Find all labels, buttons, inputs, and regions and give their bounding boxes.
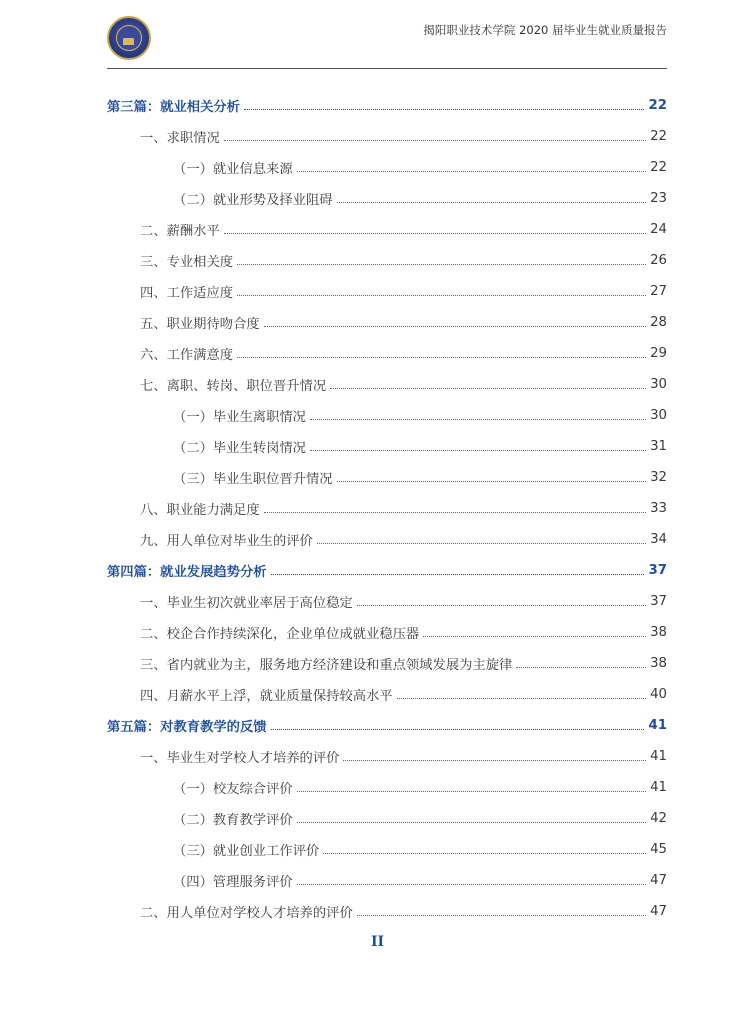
toc-entry-title: （三）就业创业工作评价 <box>173 844 320 859</box>
dot-leader <box>337 480 647 482</box>
toc-entry-title: 九、用人单位对毕业生的评价 <box>140 534 313 549</box>
toc-section-entry[interactable] <box>107 307 667 338</box>
toc-entry-title: 二、薪酬水平 <box>140 224 220 239</box>
toc-subsection-entry[interactable] <box>107 462 667 493</box>
toc-page-number: 28 <box>650 315 667 330</box>
toc-entry-title: 四、月薪水平上浮，就业质量保持较高水平 <box>140 689 393 704</box>
dot-leader <box>297 790 646 792</box>
toc-entry-title: 第五篇：对教育教学的反馈 <box>107 720 267 735</box>
toc-subsection-entry[interactable] <box>107 803 667 834</box>
toc-entry-title: 一、求职情况 <box>140 131 220 146</box>
toc-page-number: 37 <box>648 563 667 578</box>
toc-page-number: 34 <box>650 532 667 547</box>
school-emblem-icon <box>107 16 151 60</box>
dot-leader <box>310 418 646 420</box>
toc-section-entry[interactable] <box>107 369 667 400</box>
toc-section-entry[interactable] <box>107 524 667 555</box>
toc-entry-title: （四）管理服务评价 <box>173 875 293 890</box>
dot-leader <box>271 573 645 575</box>
dot-leader <box>224 139 646 141</box>
toc-page-number: 38 <box>650 625 667 640</box>
toc-section-entry[interactable] <box>107 586 667 617</box>
toc-section-entry[interactable] <box>107 276 667 307</box>
toc-page-number: 41 <box>650 749 667 764</box>
toc-entry-title: 第四篇：就业发展趋势分析 <box>107 565 267 580</box>
toc-entry-title: 二、校企合作持续深化，企业单位成就业稳压器 <box>140 627 420 642</box>
dot-leader <box>317 542 646 544</box>
toc-entry-title: （三）毕业生职位晋升情况 <box>173 472 333 487</box>
toc-page-number: 41 <box>650 780 667 795</box>
toc-subsection-entry[interactable] <box>107 772 667 803</box>
toc-entry-title: 一、毕业生对学校人才培养的评价 <box>140 751 340 766</box>
toc-section-entry[interactable] <box>107 648 667 679</box>
toc-page-number: 42 <box>650 811 667 826</box>
toc-section-entry[interactable] <box>107 896 667 927</box>
dot-leader <box>357 604 646 606</box>
toc-page-number: 47 <box>650 873 667 888</box>
toc-page-number: 22 <box>650 160 667 175</box>
toc-page-number: 47 <box>650 904 667 919</box>
dot-leader <box>423 635 646 637</box>
toc-page-number: 38 <box>650 656 667 671</box>
toc-entry-title: （二）教育教学评价 <box>173 813 293 828</box>
toc-entry-title: 六、工作满意度 <box>140 348 234 363</box>
toc-entry-title: 第三篇：就业相关分析 <box>107 100 240 115</box>
toc-page-number: 27 <box>650 284 667 299</box>
toc-page-number: 22 <box>650 129 667 144</box>
toc-page-number: 31 <box>650 439 667 454</box>
dot-leader <box>297 821 646 823</box>
toc-page-number: 22 <box>648 98 667 113</box>
dot-leader <box>297 170 646 172</box>
toc-page-number: 23 <box>650 191 667 206</box>
toc-subsection-entry[interactable] <box>107 834 667 865</box>
dot-leader <box>337 201 647 203</box>
dot-leader <box>323 852 646 854</box>
report-title: 揭阳职业技术学院 2020 届毕业生就业质量报告 <box>423 23 667 37</box>
toc-entry-title: （一）就业信息来源 <box>173 162 293 177</box>
toc-section-entry[interactable] <box>107 493 667 524</box>
toc-page-number: 41 <box>648 718 667 733</box>
toc-section-entry[interactable] <box>107 121 667 152</box>
toc-section-entry[interactable] <box>107 617 667 648</box>
emblem-inner-ring <box>116 25 142 51</box>
dot-leader <box>237 356 646 358</box>
toc-page-number: 29 <box>650 346 667 361</box>
dot-leader <box>357 914 646 916</box>
toc-page-number: 30 <box>650 408 667 423</box>
toc-page-number: 30 <box>650 377 667 392</box>
toc-page-number: 37 <box>650 594 667 609</box>
toc-entry-title: 一、毕业生初次就业率居于高位稳定 <box>140 596 353 611</box>
table-of-contents <box>107 90 667 927</box>
dot-leader <box>397 697 646 699</box>
toc-entry-title: 八、职业能力满足度 <box>140 503 260 518</box>
toc-entry-title: 四、工作适应度 <box>140 286 234 301</box>
toc-entry-title: 三、专业相关度 <box>140 255 234 270</box>
toc-page-number: 32 <box>650 470 667 485</box>
dot-leader <box>244 108 645 110</box>
toc-section-entry[interactable] <box>107 245 667 276</box>
dot-leader <box>264 511 646 513</box>
toc-entry-title: （二）就业形势及择业阻碍 <box>173 193 333 208</box>
dot-leader <box>330 387 646 389</box>
toc-entry-title: 三、省内就业为主，服务地方经济建设和重点领域发展为主旋律 <box>140 658 513 673</box>
toc-subsection-entry[interactable] <box>107 183 667 214</box>
toc-page-number: 33 <box>650 501 667 516</box>
toc-section-entry[interactable] <box>107 741 667 772</box>
toc-entry-title: 五、职业期待吻合度 <box>140 317 260 332</box>
toc-page-number: 26 <box>650 253 667 268</box>
dot-leader <box>310 449 646 451</box>
toc-page-number: 40 <box>650 687 667 702</box>
toc-subsection-entry[interactable] <box>107 400 667 431</box>
dot-leader <box>516 666 646 668</box>
dot-leader <box>271 728 645 730</box>
toc-subsection-entry[interactable] <box>107 865 667 896</box>
dot-leader <box>343 759 646 761</box>
toc-page-number: 24 <box>650 222 667 237</box>
page-header <box>107 16 667 69</box>
dot-leader <box>237 263 646 265</box>
toc-entry-title: （一）校友综合评价 <box>173 782 293 797</box>
toc-entry-title: （一）毕业生离职情况 <box>173 410 306 425</box>
page-number: II <box>370 934 385 950</box>
toc-part-heading[interactable] <box>107 710 667 741</box>
toc-entry-title: （二）毕业生转岗情况 <box>173 441 306 456</box>
toc-section-entry[interactable] <box>107 679 667 710</box>
dot-leader <box>237 294 646 296</box>
toc-section-entry[interactable] <box>107 338 667 369</box>
toc-subsection-entry[interactable] <box>107 431 667 462</box>
toc-part-heading[interactable] <box>107 90 667 121</box>
dot-leader <box>264 325 646 327</box>
toc-subsection-entry[interactable] <box>107 152 667 183</box>
toc-entry-title: 七、离职、转岗、职位晋升情况 <box>140 379 327 394</box>
dot-leader <box>297 883 646 885</box>
toc-part-heading[interactable] <box>107 555 667 586</box>
toc-page-number: 45 <box>650 842 667 857</box>
toc-section-entry[interactable] <box>107 214 667 245</box>
emblem-building <box>123 38 134 45</box>
toc-entry-title: 二、用人单位对学校人才培养的评价 <box>140 906 353 921</box>
dot-leader <box>224 232 646 234</box>
